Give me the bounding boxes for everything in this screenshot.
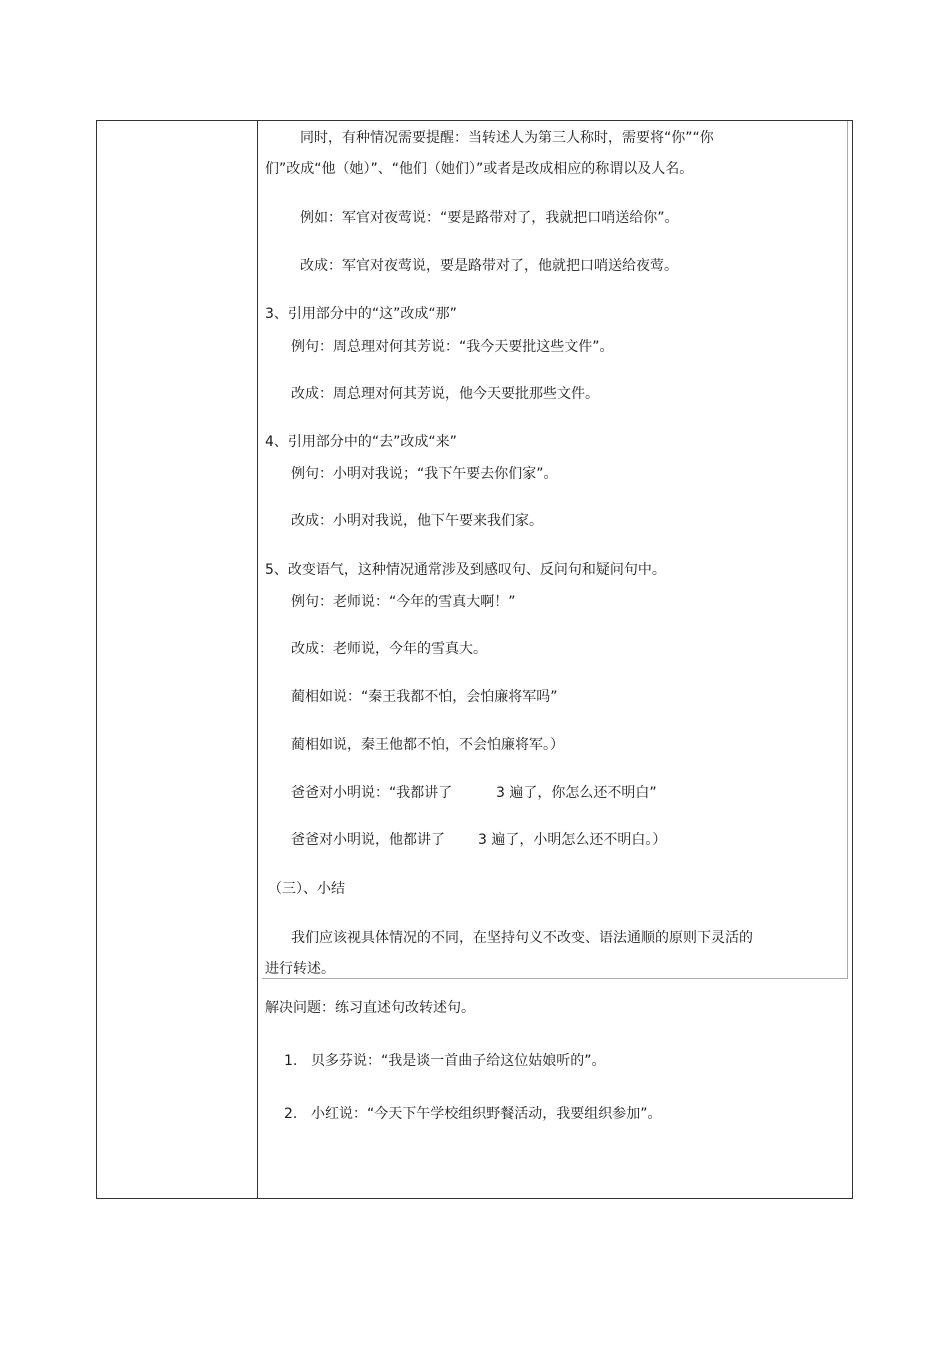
content-box [262, 121, 848, 979]
example-change-text: 改成：小明对我说，他下午要来我们家。 [291, 513, 543, 529]
example-text-part: 爸爸对小明说：“我都讲了 [291, 785, 453, 801]
example-text-part: 3 遍了，你怎么还不明白” [496, 785, 657, 801]
exercise-item-text: 小红说：“今天下午学校组织野餐活动，我要组织参加”。 [311, 1106, 662, 1122]
paragraph-line: 同时，有种情况需要提醒：当转述人为第三人称时，需要将“你”“你 [300, 130, 714, 146]
example-text: 例句：小明对我说；“我下午要去你们家”。 [291, 466, 558, 482]
example-text: 例如：军官对夜莺说：“要是路带对了，我就把口哨送给你”。 [300, 210, 679, 226]
summary-line: 进行转述。 [265, 961, 335, 977]
exercise-item-number: 2. [284, 1106, 298, 1122]
paragraph-line: 们”改成“他（她）”、“他们（她们）”或者是改成相应的称谓以及人名。 [265, 161, 694, 177]
section-heading-3: 3、引用部分中的“这”改成“那” [265, 306, 457, 322]
example-text: 蔺相如说：“秦王我都不怕，会怕廉将军吗” [291, 689, 558, 705]
exercise-heading: 解决问题：练习直述句改转述句。 [265, 1000, 475, 1016]
lesson-table [96, 120, 853, 1199]
column-divider [257, 121, 258, 1198]
exercise-item-text: 贝多芬说：“我是谈一首曲子给这位姑娘听的”。 [311, 1053, 606, 1069]
example-change-text: 蔺相如说，秦王他都不怕，不会怕廉将军。） [291, 737, 564, 753]
example-text: 例句：老师说：“今年的雪真大啊！” [291, 594, 516, 610]
example-change-part: 3 遍了，小明怎么还不明白。） [478, 832, 667, 848]
example-change-part: 爸爸对小明说，他都讲了 [291, 832, 445, 848]
example-text: 例句：周总理对何其芳说：“我今天要批这些文件”。 [291, 339, 614, 355]
example-change-text: 改成：军官对夜莺说，要是路带对了，他就把口哨送给夜莺。 [300, 258, 678, 274]
example-change-text: 改成：周总理对何其芳说，他今天要批那些文件。 [291, 386, 599, 402]
exercise-item-number: 1. [284, 1053, 298, 1069]
section-heading-4: 4、引用部分中的“去”改成“来” [265, 434, 457, 450]
example-change-text: 改成：老师说，今年的雪真大。 [291, 641, 487, 657]
summary-heading: （三）、小结 [268, 881, 345, 897]
summary-line: 我们应该视具体情况的不同，在坚持句义不改变、语法通顺的原则下灵活的 [291, 930, 753, 946]
section-heading-5: 5、改变语气，这种情况通常涉及到感叹句、反问句和疑问句中。 [265, 562, 666, 578]
